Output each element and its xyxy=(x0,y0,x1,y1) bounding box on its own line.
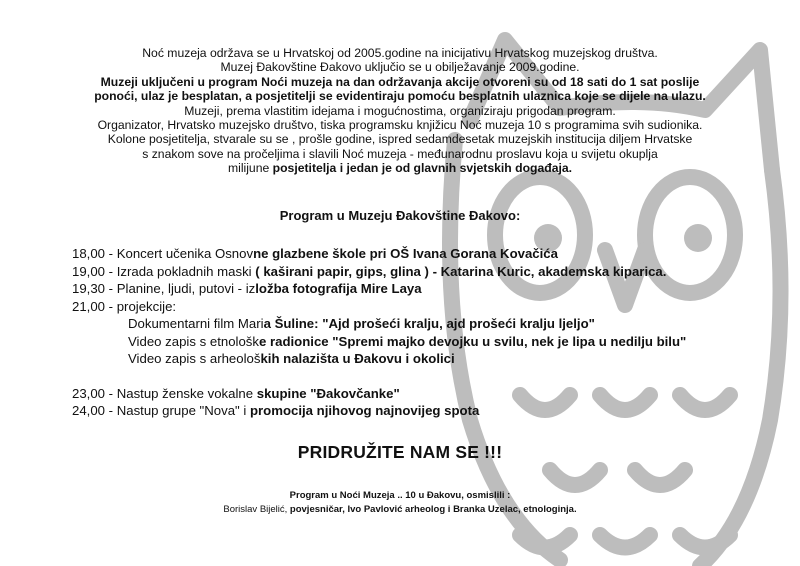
program-item xyxy=(72,280,772,298)
intro-line: Organizator, Hrvatsko muzejsko društvo, tiska programsku knjižicu Noć muzeja 10 s programima svih sudionika. xyxy=(97,118,703,133)
program-detail-text: kih nalazišta u Đakovu i okolici xyxy=(260,351,455,366)
program-time-text: 19,00 - Izrada pokladnih maski xyxy=(72,263,256,279)
intro-line-bold: Muzeji uključeni u program Noći muzeja na dan održavanja akcije otvoreni su od 18 sati do 1 sat poslije xyxy=(100,74,700,89)
program-item xyxy=(72,402,772,420)
program-time-text: 23,00 - Nastup ženske vokalne xyxy=(72,385,257,401)
credits-name: Borislav Bijelić, xyxy=(223,504,290,515)
intro-line-bold: ponoći, ulaz je besplatan, a posjetitelji se evidentiraju pomoću besplatnih ulaznica koje se dijele na ulazu. xyxy=(94,89,706,104)
program-sub-text: Video zapis s etnološk xyxy=(128,333,259,349)
program-subitem xyxy=(72,350,772,368)
program-time-text: 24,00 - Nastup grupe "Nova" i xyxy=(72,403,250,418)
program-list xyxy=(72,245,772,420)
program-time-text: 19,30 - Planine, ljudi, putovi - iz xyxy=(72,281,256,296)
credits-names-bold: povjesničar, Ivo Pavlović arheolog i Branka Uzelac, etnologinja. xyxy=(289,504,577,515)
program-detail-text: ložba fotografija Mire Laya xyxy=(255,281,422,296)
program-detail-text: ( kaširani papir, gips, glina ) - Katarina Kuric, akademska kiparica. xyxy=(255,263,667,279)
program-sub-text: Video zapis s arheološ xyxy=(128,351,261,366)
intro-text-bold: posjetitelja i jedan je od glavnih svjetskih događaja. xyxy=(272,161,573,176)
program-detail-text: e radionice "Spremi majko devojku u svilu, nek je lipa u nedilju bilu" xyxy=(258,333,687,349)
program-detail-text: promocija njihovog najnovijeg spota xyxy=(249,403,480,418)
program-time-text: 18,00 - Koncert učenika Osnov xyxy=(72,246,254,261)
join-us-heading: PRIDRUŽITE NAM SE !!! xyxy=(297,442,503,462)
program-item xyxy=(72,385,772,403)
program-subitem xyxy=(72,333,772,351)
intro-line: Muzej Đakovštine Đakovo uključio se u obilježavanje 2009.godine. xyxy=(220,60,580,75)
credits xyxy=(0,489,800,517)
program-time-text: 21,00 - projekcije: xyxy=(72,298,177,314)
intro-line: Noć muzeja održava se u Hrvatskoj od 2005.godine na inicijativu Hrvatskog muzejskog društva. xyxy=(142,46,658,60)
credits-line: Program u Noći Muzeja .. 10 u Đakovu, osmislili : xyxy=(289,490,511,501)
intro-line: Kolone posjetitelja, stvarale su se , prošle godine, ispred sedamdesetak muzejskih institucija diljem Hrvatske xyxy=(107,132,693,147)
intro-line: s znakom sove na pročeljima i slavili Noć muzeja - međunarodnu proslavu koja u svijetu okuplja xyxy=(142,146,658,161)
program-title: Program u Muzeju Đakovštine Đakovo: xyxy=(279,208,521,223)
program-detail-text: a Šuline: "Ajd prošeći kralju, ajd prošeći kralju ljeljo" xyxy=(263,316,595,331)
intro-paragraph xyxy=(40,46,760,176)
program-sub-text: Dokumentarni film Mari xyxy=(128,316,264,331)
credits-line xyxy=(0,503,800,517)
intro-text: milijune xyxy=(227,161,273,176)
program-item xyxy=(72,245,772,263)
program-detail-text: skupine "Đakovčanke" xyxy=(256,385,400,401)
intro-line xyxy=(40,161,760,175)
program-subitem xyxy=(72,315,772,333)
intro-line: Muzeji, prema vlastitim idejama i mogućnostima, organiziraju prigodan program. xyxy=(184,103,616,118)
program-detail-text: ne glazbene škole pri OŠ Ivana Gorana Kovačića xyxy=(253,246,558,261)
program-item xyxy=(72,298,772,316)
program-item xyxy=(72,263,772,281)
